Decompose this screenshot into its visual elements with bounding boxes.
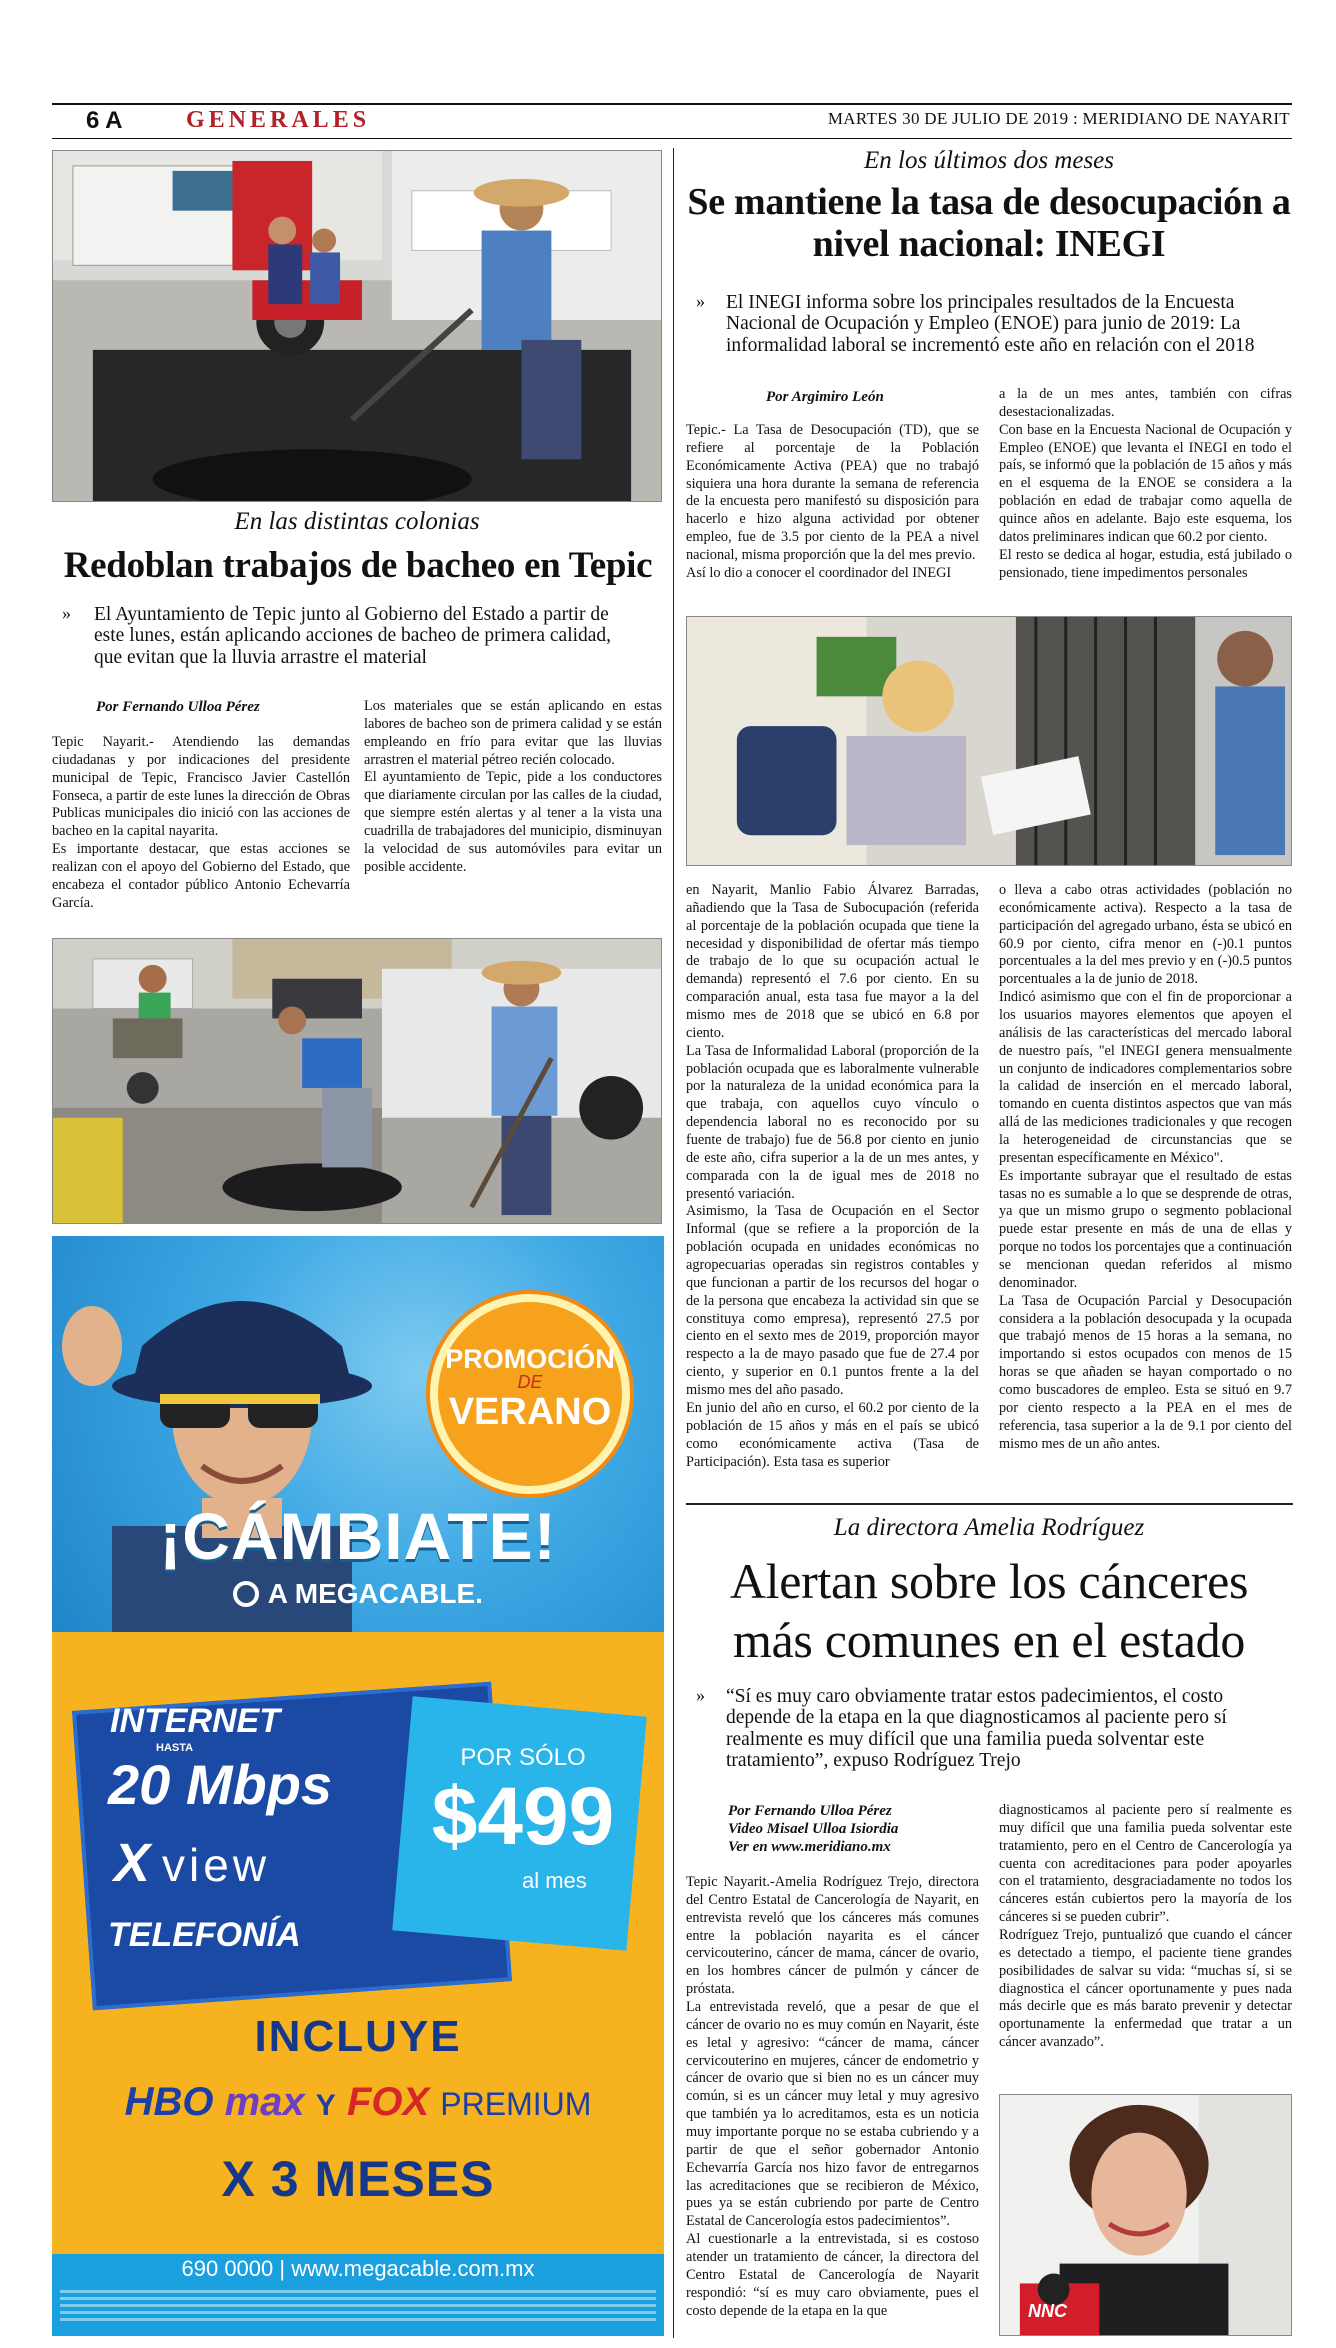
inegi-col-1 bbox=[686, 422, 979, 583]
ad-promo-badge bbox=[430, 1294, 630, 1494]
cartoon-photo-asphalt bbox=[53, 939, 661, 1223]
photo-cancer-director bbox=[999, 2094, 1292, 2336]
paragraph: El ayuntamiento de Tepic, pide a los conductores que diariamente circulan por las calles de la ciudad, que siempre estén alertas y al tener a la vista una cuadrilla de trabajadores del municipio, disminuyan la velocidad de sus automóviles para evitar un posible accidente. bbox=[364, 769, 662, 875]
fox-logo: FOX bbox=[346, 2080, 430, 2124]
inegi-summary bbox=[696, 292, 1282, 356]
mic-logo: NNC bbox=[1028, 2301, 1067, 2321]
bacheo-col-2 bbox=[364, 698, 662, 877]
ad-promo-line3: VERANO bbox=[448, 1390, 612, 1433]
max-logo: max bbox=[224, 2080, 305, 2124]
ad-a-megacable-text: A MEGACABLE. bbox=[267, 1578, 483, 1609]
ad-top-sky bbox=[52, 1236, 664, 1632]
bullet-icon: » bbox=[696, 1685, 705, 1705]
ad-price: $499 bbox=[431, 1771, 615, 1862]
inegi-summary-text: El INEGI informa sobre los principales resultados de la Encuesta Nacional de Ocupación y Empleo (ENOE) para junio de 2019: La informalidad laboral se incrementó este año en relación con el 2018 bbox=[726, 292, 1255, 356]
inegi-headline: Se mantiene la tasa de desocupación a nivel nacional: INEGI bbox=[687, 181, 1291, 265]
megacable-ad[interactable] bbox=[52, 1236, 664, 2336]
paragraph: a la de un mes antes, también con cifras desestacionalizadas. bbox=[999, 386, 1292, 420]
ad-promo-line2: DE bbox=[517, 1372, 543, 1392]
bacheo-byline: Por Fernando Ulloa Pérez bbox=[96, 699, 260, 715]
paragraph: Los materiales que se están aplicando en estas labores de bacheo son de primera calidad y se están empleando en frío para evitar que las lluvias arrastren el material pétreo recién colocado. bbox=[364, 698, 662, 768]
inegi-col-4 bbox=[999, 882, 1292, 1454]
cartoon-photo-director bbox=[1000, 2095, 1291, 2335]
column-separator bbox=[673, 148, 674, 2338]
cartoon-photo-survey bbox=[687, 617, 1291, 865]
photo-bacheo-worker bbox=[52, 150, 662, 502]
bullet-icon: » bbox=[696, 291, 705, 311]
cancer-bylines bbox=[728, 1802, 898, 1856]
paragraph: en Nayarit, Manlio Fabio Álvarez Barradas, añadiendo que la Tasa de Subocupación (referida al porcentaje de la población ocupada que tiene la necesidad y disponibilidad de ofertar más tiempo de trabajo de lo que su ocupación actual le demanda) representó el 7.6 por ciento. En su comparación anual, esta tasa fue mayor a la del mismo mes de 2018 que se ubicó en 6.8 por ciento. bbox=[686, 882, 979, 1041]
paragraph: o lleva a cabo otras actividades (población no económicamente activa). Respecto a la tasa de participación del agregado urbano, ésta se ubicó en 60.9 por ciento, cifra menor en (-)0.1 puntos porcentuales a la del mes previo y en (-)0.5 puntos porcentuales a la de junio de 2018. bbox=[999, 882, 1292, 988]
paragraph: La Tasa de Informalidad Laboral (proporción de la población ocupada que es laboralmente vulnerable por la naturaleza de la unidad económica para la que trabaja, con aquellos cuyo vínculo o dependencia laboral no es reconocido por su fuente de trabajo) fue de 56.8 por ciento en junio de este año, cifra superior a la de un mes antes, y comparada con la de igual mes de 2018 no presentó variación. bbox=[686, 1042, 979, 1202]
ad-speed: 20 Mbps bbox=[108, 1753, 333, 1816]
cancer-headline: Alertan sobre los cánceres más comunes en el estado bbox=[729, 1553, 1249, 1668]
ad-telefonia: TELEFONÍA bbox=[108, 1916, 301, 1954]
ad-xview-text: view bbox=[162, 1839, 271, 1891]
header-bottom-rule bbox=[52, 138, 1292, 139]
bacheo-kicker: En las distintas colonias bbox=[234, 508, 480, 535]
ad-incluye: INCLUYE bbox=[254, 2012, 462, 2061]
premium-label: PREMIUM bbox=[440, 2086, 592, 2122]
cancer-byline-author: Por Fernando Ulloa Pérez bbox=[728, 1803, 892, 1819]
paragraph: Tepic.- La Tasa de Desocupación (TD), que se refiere al porcentaje de la Población Económicamente Activa (PEA) que no trabajó siquiera una hora durante la semana de referencia de la encuesta pero manifestó su disposición para hacerlo e hizo alguna actividad por obtener empleo, fue de 3.5 por ciento de la PEA a nivel nacional, misma proporción que la del mes previo. bbox=[686, 422, 979, 564]
paragraph: Rodríguez Trejo, puntualizó que cuando el cáncer es detectado a tiempo, el paciente tiene grandes posibilidades de salvar su vida: “muchas sí, si se diagnostica el cáncer oportunamente y pues nada más decirle que es más barato prevenir y detectar oportunamente la enfermedad que tratar a un cáncer avanzado”. bbox=[999, 1927, 1292, 2051]
cancer-byline-link[interactable]: Ver en www.meridiano.mx bbox=[728, 1839, 891, 1855]
photo-inegi-survey bbox=[686, 616, 1292, 866]
paragraph: La Tasa de Ocupación Parcial y Desocupación considera a la población desocupada y la ocupada que trabajó menos de 15 horas a la semana, no importando si estos ocupados con menos de 15 horas se que añaden se hayan comportado o no como buscadores de empleo. Esta se situó en 9.7 por ciento respecto a la PEA en el mes de referencia, tasa superior a la de 9.1 por ciento del mismo mes de un año antes. bbox=[999, 1292, 1292, 1452]
xview-x-icon: X bbox=[114, 1833, 155, 1893]
paragraph: El resto se dedica al hogar, estudia, está jubilado o pensionado, tiene impedimentos personales bbox=[999, 546, 1292, 581]
paragraph: Asimismo, la Tasa de Ocupación en el Sector Informal (que se refiere a la proporción de la población ocupada en unidades económicas no agropecuarias operadas sin registros contables y que funcionan a partir de los recursos del hogar o de la persona que encabeza la actividad sin que se constituya como empresa), representó 27.5 por ciento en el sexto mes de 2019, proporción mayor respecto a la de mayo pasado que fue de 27.4 por ciento, y superior en 0.1 puntos frente a la del mismo mes del año pasado. bbox=[686, 1203, 979, 1399]
ad-per-month: al mes bbox=[522, 1868, 587, 1893]
inegi-kicker: En los últimos dos meses bbox=[864, 147, 1114, 174]
bullet-icon: » bbox=[62, 603, 71, 623]
ad-internet: INTERNET bbox=[110, 1702, 280, 1740]
section-name: GENERALES bbox=[186, 107, 371, 133]
bacheo-headline: Redoblan trabajos de bacheo en Tepic bbox=[63, 545, 653, 586]
ad-xview bbox=[114, 1832, 270, 1894]
paragraph: Tepic Nayarit.- Atendiendo las demandas ciudadanas y por indicaciones del presidente municipal de Tepic, Francisco Javier Castellón Fonseca, a partir de este lunes la dirección de Obras Publicas municipales dio inició con las acciones de bacheo en la capital nayarita. bbox=[52, 734, 350, 840]
header-top-rule bbox=[52, 103, 1292, 105]
cancer-summary bbox=[696, 1686, 1282, 1772]
paragraph: Es importante destacar, que estas acciones se realizan con el apoyo del Gobierno del Estado, que encabeza el contador público Antonio Echevarría García. bbox=[52, 841, 350, 911]
cancer-summary-text: “Sí es muy caro obviamente tratar estos padecimientos, el costo depende de la etapa en la que diagnosticamos al paciente pero sí realmente es muy difícil que una familia pueda solventar este tratamiento”, expuso Rodríguez Trejo bbox=[726, 1686, 1227, 1772]
ad-and: Y bbox=[315, 2089, 336, 2122]
ad-a-megacable bbox=[52, 1578, 664, 1610]
ad-cambiate: ¡CÁMBIATE! bbox=[159, 1499, 557, 1573]
cartoon-photo-bacheo bbox=[53, 151, 661, 501]
inegi-byline: Por Argimiro León bbox=[766, 389, 884, 405]
paragraph: Al cuestionarle a la entrevistada, si es costoso atender un tratamiento de cáncer, la directora del Centro Estatal de Cancerología de Nayarit respondió: “sí es muy caro obviamente, pues el costo depende de la etapa en la que bbox=[686, 2231, 979, 2319]
ad-fine-print bbox=[60, 2290, 656, 2332]
ad-por-solo: POR SÓLO bbox=[460, 1744, 586, 1771]
inegi-col-2 bbox=[999, 386, 1292, 582]
megacable-logo-icon bbox=[233, 1581, 259, 1607]
ad-promo-line1: PROMOCIÓN bbox=[445, 1344, 615, 1374]
paragraph: diagnosticamos al paciente pero sí realmente es muy difícil que una familia pueda solventar este tratamiento, pero en el Centro de Cancerología ya cuenta con acreditaciones para poder apoyarles con el tratamiento, desgraciadamente no todos los cánceres están cubiertos pero la mayoría de los cánceres si se pueden cubrir”. bbox=[999, 1802, 1292, 1926]
cancer-byline-video: Video Misael Ulloa Isiordia bbox=[728, 1821, 899, 1837]
cancer-kicker: La directora Amelia Rodríguez bbox=[833, 1514, 1145, 1541]
date-line: MARTES 30 DE JULIO DE 2019 : MERIDIANO DE NAYARIT bbox=[827, 109, 1290, 128]
page-number: 6 A bbox=[86, 107, 123, 134]
ad-channels bbox=[52, 2080, 664, 2125]
paragraph: Indicó asimismo que con el fin de proporcionar a los usuarios mayores elementos que apoyen el análisis de las características del mercado laboral de nuestro país, "el INEGI genera mensualmente un conjunto de indicadores complementarios sobre la calidad de inserción en el mercado laboral, tomando en cuenta distintos aspectos que van más allá de las mediciones tradicionales y que recogen la heterogeneidad de circunstancias que se presentan específicamente en México". bbox=[999, 989, 1292, 1166]
ad-hasta: HASTA bbox=[156, 1742, 194, 1754]
paragraph: Tepic Nayarit.-Amelia Rodríguez Trejo, directora del Centro Estatal de Cancerología de Nayarit, en entrevista reveló que los cánceres más comunes entre la población nayarita es el cáncer cervicouterino, cáncer de mama, cáncer de ovario, en los hombres cáncer de pulmón y cáncer de próstata. bbox=[686, 1874, 979, 1998]
paragraph: Así lo dio a conocer el coordinador del INEGI bbox=[686, 564, 952, 581]
cancer-col-1 bbox=[686, 1874, 979, 2320]
paragraph: En junio del año en curso, el 60.2 por ciento de la población de 15 años y más en el país se ubicó como económicamente activa (Tasa de Participación). Esta tasa es superior bbox=[686, 1399, 979, 1470]
ad-x-meses: X 3 MESES bbox=[221, 2151, 495, 2207]
photo-bacheo-crew bbox=[52, 938, 662, 1224]
inegi-col-3 bbox=[686, 882, 979, 1471]
bacheo-summary-text: El Ayuntamiento de Tepic junto al Gobierno del Estado a partir de este lunes, están aplicando acciones de bacheo de primera calidad, que evitan que la lluvia arrastre el material bbox=[94, 604, 612, 668]
cancer-col-2 bbox=[999, 1802, 1292, 2052]
paragraph: La entrevistada reveló, que a pesar de que el cáncer de ovario no es muy común en Nayarit, éste es letal y agresivo: “cáncer de mama, cáncer cervicouterino en mujeres, cáncer de endometrio y cáncer de ovario que si bien no es un cáncer muy común, si es un cáncer muy letal y muy agresivo que también ya lo acreditamos, esta es un noticia muy importante porque no se estaba cubriendo y a partir de que el señor gobernador Antonio Echevarría García nos hizo favor de entregarnos las acreditaciones que se recibieron de México, pues ya se están cubriendo por parte de Centro Estatal de Cancerología estos padecimientos”. bbox=[686, 1999, 979, 2230]
hbo-logo: HBO bbox=[124, 2080, 214, 2124]
paragraph: Es importante subrayar que el resultado de estas tasas no es sumable a lo que se desprende de otras, ya que un mismo grupo o segmento poblacional puede estar presente en más de una de ellas y porque no todos los porcentajes que a continuación se mencionan quedan referidos al mismo denominador. bbox=[999, 1167, 1292, 1291]
bacheo-summary bbox=[62, 604, 642, 668]
bacheo-col-1 bbox=[52, 734, 350, 913]
ad-contact[interactable]: 690 0000 | www.megacable.com.mx bbox=[181, 2256, 535, 2281]
article-separator bbox=[686, 1503, 1293, 1505]
paragraph: Con base en la Encuesta Nacional de Ocupación y Empleo (ENOE) que levanta el INEGI en todo el país, se informó que la población de 15 años y más en el esquema de la ENOE se considera a la población en edad de trabajar como aquella de quince años en adelante. Bajo este esquema, los datos preliminares indican que 60.2 por ciento. bbox=[999, 421, 1292, 545]
